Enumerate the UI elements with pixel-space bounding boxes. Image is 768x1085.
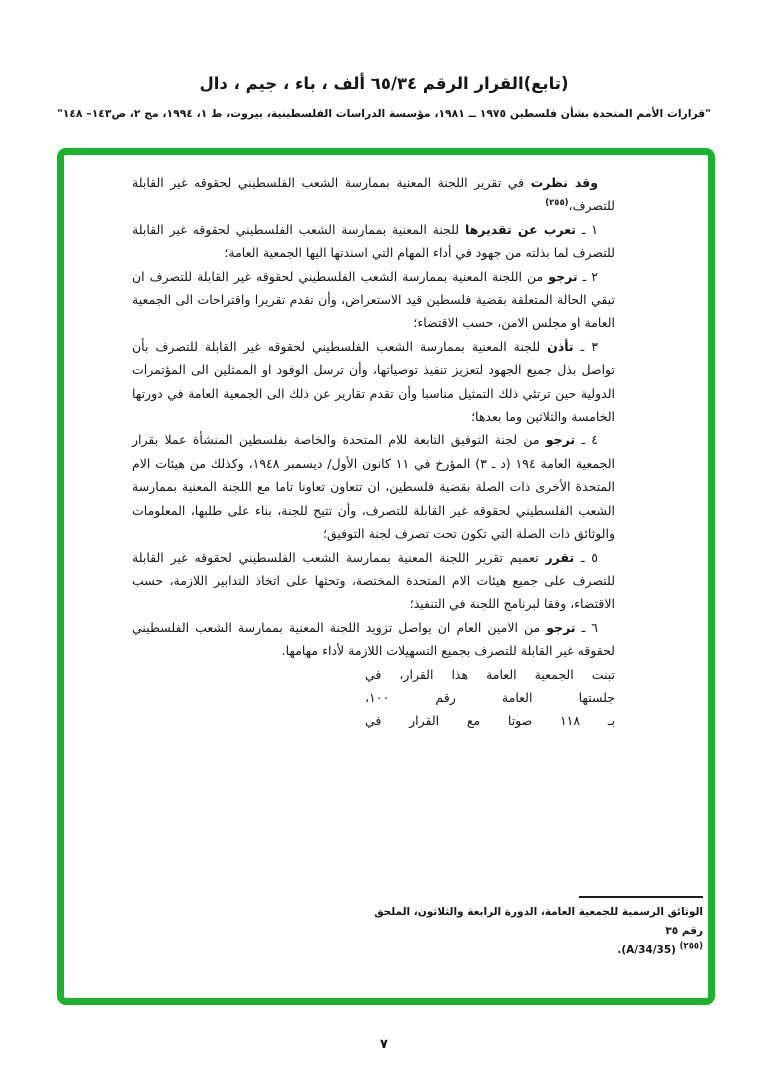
paragraph-text: من لجنة التوفيق التابعة للام المتحدة والخاصة بفلسطين المنشأة عملا بقرار الجمعية العامة ١٩٤ (د ـ ٣) المؤرخ في ١١ كانون الأول/ ديسمبر ١٩٤٨، وكذلك من هيئات الام المتحدة الأخرى ذات الصلة بقضية فلسطين، ان تتعاون تعاونا تاما مع اللجنة المعنية بممارسة الشعب الفلسطيني لحقوقه غير القابلة للتصرف، وأن تتيح للجنة، بناء على طلبها، المعلومات والوثائق ذات الصلة التي تكون تحت تصرف لجنة التوفيق؛ bbox=[132, 432, 615, 542]
operative-paragraph-4 bbox=[132, 428, 615, 545]
paragraph-text: للجنة المعنية بممارسة الشعب الفلسطيني لحقوقه غير القابلة للتصرف بأن تواصل بذل جميع الجهود لتعزيز تنفيذ توصياتها، وأن ترسل الوفود او الممثلين الى المؤتمرات الدولية حين ترتئي ذلك التمثيل مناسبا وأن تقدم تقارير عن ذلك الى الجمعية العامة في دورتها الخامسة والثلاثين وما بعدها؛ bbox=[132, 338, 615, 425]
paragraph-bold-lead: تأذن bbox=[547, 338, 574, 354]
adoption-line-2: جلستها العامة رقم ١٠٠، bbox=[365, 689, 615, 705]
paragraph-number: ١ ـ bbox=[575, 221, 598, 237]
paragraph-text: للجنة المعنية بممارسة الشعب الفلسطيني لحقوقه غير القابلة للتصرف لما بذلته من جهود في أداء المهام التي اسندتها اليها الجمعية العامة؛ bbox=[132, 221, 615, 261]
operative-paragraph-3 bbox=[132, 335, 615, 429]
paragraph-bold-lead: تعرب عن تقديرها bbox=[464, 221, 576, 237]
adoption-note bbox=[365, 663, 615, 733]
paragraph-bold-lead: تقرر bbox=[545, 549, 575, 565]
footnote-reference: (A/34/35). bbox=[617, 944, 676, 956]
paragraph-number: ٥ ـ bbox=[574, 549, 598, 565]
adoption-line-3: بـ ١١٨ صوتا مع القرار في bbox=[365, 713, 615, 729]
intro-bold-lead: وقد نظرت bbox=[530, 175, 599, 190]
footnote-reference-line bbox=[355, 941, 703, 960]
paragraph-bold-lead: ترجو bbox=[545, 432, 576, 448]
paragraph-bold-lead: ترجو bbox=[548, 268, 578, 284]
source-citation: "قرارات الأمم المتحدة بشأن فلسطين ١٩٧٥ ــ ١٩٨١، مؤسسة الدراسات الفلسطينية، بيروت، ط ١، ١٩٩٤، مج ٢، ص١٤٣– ١٤٨" bbox=[57, 107, 711, 120]
resolution-intro bbox=[132, 171, 615, 218]
adoption-line-1: تبنت الجمعية العامة هذا القرار، في bbox=[365, 666, 615, 682]
footnote-separator bbox=[579, 896, 703, 898]
paragraph-text: من الامين العام ان يواصل تزويد اللجنة المعنية بممارسة الشعب الفلسطيني لحقوقه غير القابلة للتصرف بجميع التسهيلات اللازمة لأداء مهامها. bbox=[132, 619, 615, 659]
paragraph-number: ٣ ـ bbox=[573, 338, 599, 354]
resolution-box bbox=[57, 148, 715, 1005]
footnote bbox=[355, 896, 703, 960]
page-number: ٧ bbox=[380, 1037, 388, 1052]
operative-paragraph-2 bbox=[132, 265, 615, 335]
paragraph-number: ٢ ـ bbox=[577, 268, 599, 284]
operative-paragraph-1 bbox=[132, 218, 615, 265]
operative-paragraph-6 bbox=[132, 616, 615, 663]
footnote-text: الوثائق الرسمية للجمعية العامة، الدورة الرابعة والثلاثون، الملحق رقم ٣٥ bbox=[374, 906, 703, 937]
paragraph-number: ٦ ـ bbox=[575, 619, 599, 635]
intro-text: في تقرير اللجنة المعنية بممارسة الشعب الفلسطيني لحقوقه غير القابلة للتصرف، bbox=[132, 175, 615, 214]
paragraph-bold-lead: ترجو bbox=[546, 619, 576, 635]
paragraph-text: من اللجنة المعنية بممارسة الشعب الفلسطيني لحقوقه غير القابلة للتصرف ان تبقي الحالة المتعلقة بقضية فلسطين قيد الاستعراض، وأن تقدم تقريرا واقتراحات الى الجمعية العامة او مجلس الامن، حسب الاقتضاء؛ bbox=[132, 268, 615, 331]
footnote-marker: (٢٥٥) bbox=[679, 941, 703, 952]
paragraph-text: تعميم تقرير اللجنة المعنية بممارسة الشعب الفلسطيني لحقوقه غير القابلة للتصرف على جميع هيئات الام المتحدة المختصة، وتحثها على اتخاذ التدابير اللازمة، حسب الاقتضاء، وفقا لبرنامج اللجنة في التنفيذ؛ bbox=[132, 549, 615, 612]
resolution-text-column bbox=[132, 171, 615, 733]
paragraph-number: ٤ ـ bbox=[575, 432, 599, 448]
operative-paragraph-5 bbox=[132, 546, 615, 616]
resolution-title: (تابع)القرار الرقم ٦٥/٣٤ ألف ، باء ، جيم ، دال bbox=[199, 74, 569, 93]
footnote-ref-255: (٢٥٥) bbox=[545, 198, 569, 209]
